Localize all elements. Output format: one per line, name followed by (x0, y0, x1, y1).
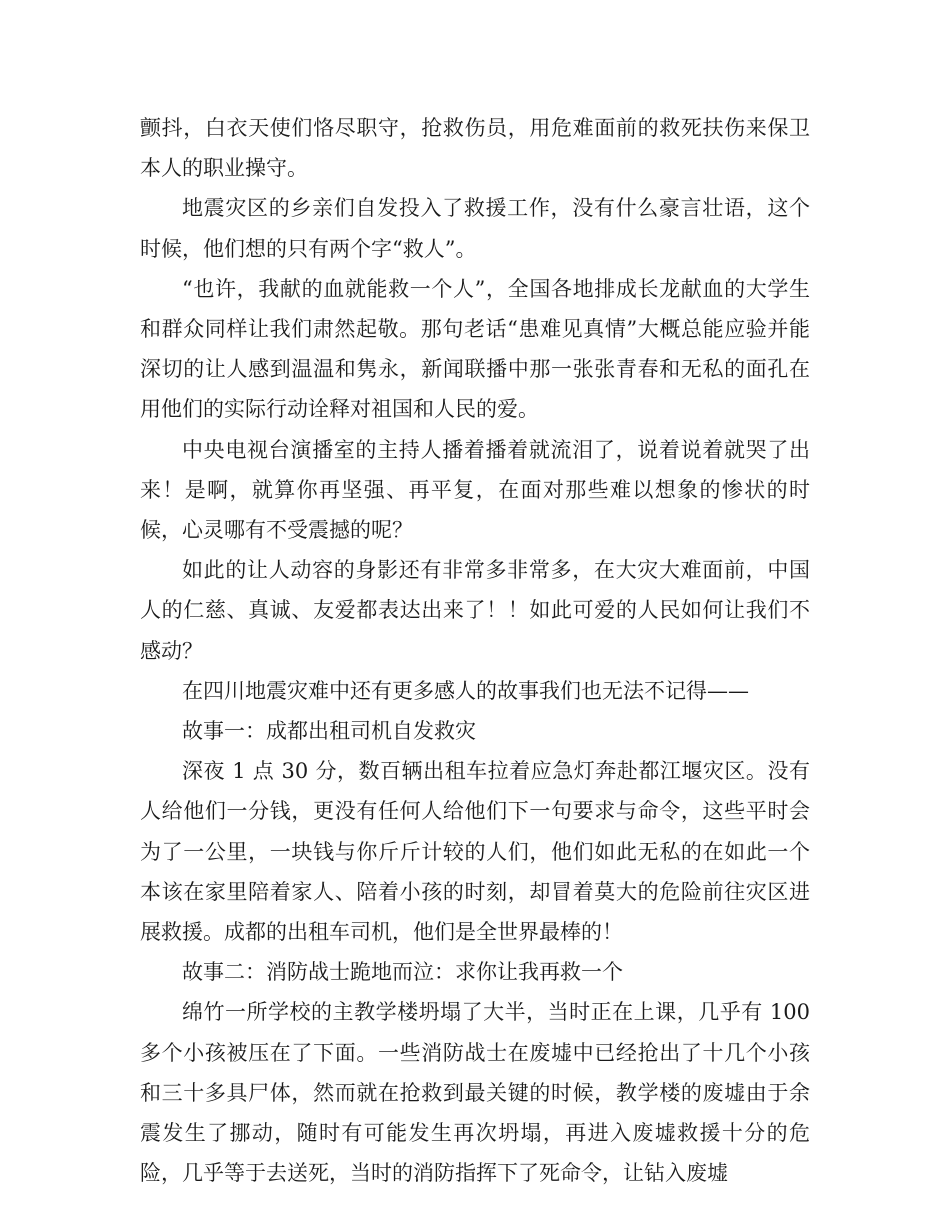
paragraph-villagers-rescue: 地震灾区的乡亲们自发投入了救援工作，没有什么豪言壮语，这个时候，他们想的只有两个字“救人”。 (140, 196, 810, 261)
paragraph-continuation: 颤抖，白衣天使们恪尽职守，抢救伤员，用危难面前的救死扶伤来保卫本人的职业操守。 (140, 116, 810, 181)
paragraph-taxi-drivers: 深夜 1 点 30 分，数百辆出租车拉着应急灯奔赴都江堰灾区。没有人给他们一分钱，更没有任何人给他们下一句要求与命令，这些平时会为了一公里，一块钱与你斤斤计较的人们，他们如此无私的在如此一个本该在家里陪着家人、陪着小孩的时刻，却冒着莫大的危险前往灾区进展救援。成都的出租车司机，他们是全世界最棒的！ (140, 759, 810, 945)
document-body (140, 108, 810, 1193)
story-one-heading: 故事一：成都出租司机自发救灾 (182, 719, 476, 744)
paragraph-moving-figures: 如此的让人动容的身影还有非常多非常多，在大灾大难面前，中国人的仁慈、真诚、友爱都表达出来了！！如此可爱的人民如何让我们不感动？ (140, 558, 810, 663)
paragraph-blood-donation: “也许，我献的血就能救一个人”，全国各地排成长龙献血的大学生和群众同样让我们肃然起敬。那句老话“患难见真情”大概总能应验并能深切的让人感到温温和隽永，新闻联播中那一张张青春和无私的面孔在用他们的实际行动诠释对祖国和人民的爱。 (140, 276, 810, 422)
story-two-heading: 故事二：消防战士跪地而泣：求你让我再救一个 (182, 960, 623, 985)
paragraph-cctv-host: 中央电视台演播室的主持人播着播着就流泪了，说着说着就哭了出来！是啊，就算你再坚强、再平复，在面对那些难以想象的惨状的时候，心灵哪有不受震撼的呢？ (140, 437, 810, 543)
paragraph-firefighters: 绵竹一所学校的主教学楼坍塌了大半，当时正在上课，几乎有 100 多个小孩被压在了下面。一些消防战士在废墟中已经抢出了十几个小孩和三十多具尸体，然而就在抢救到最关键的时候，教学楼的废墟由于余震发生了挪动，随时有可能发生再次坍塌，再进入废墟救援十分的危险，几乎等于去送死，当时的消防指挥下了死命令，让钻入废墟 (140, 1000, 810, 1186)
paragraph-stories-intro: 在四川地震灾难中还有更多感人的故事我们也无法不记得—— (182, 678, 749, 703)
